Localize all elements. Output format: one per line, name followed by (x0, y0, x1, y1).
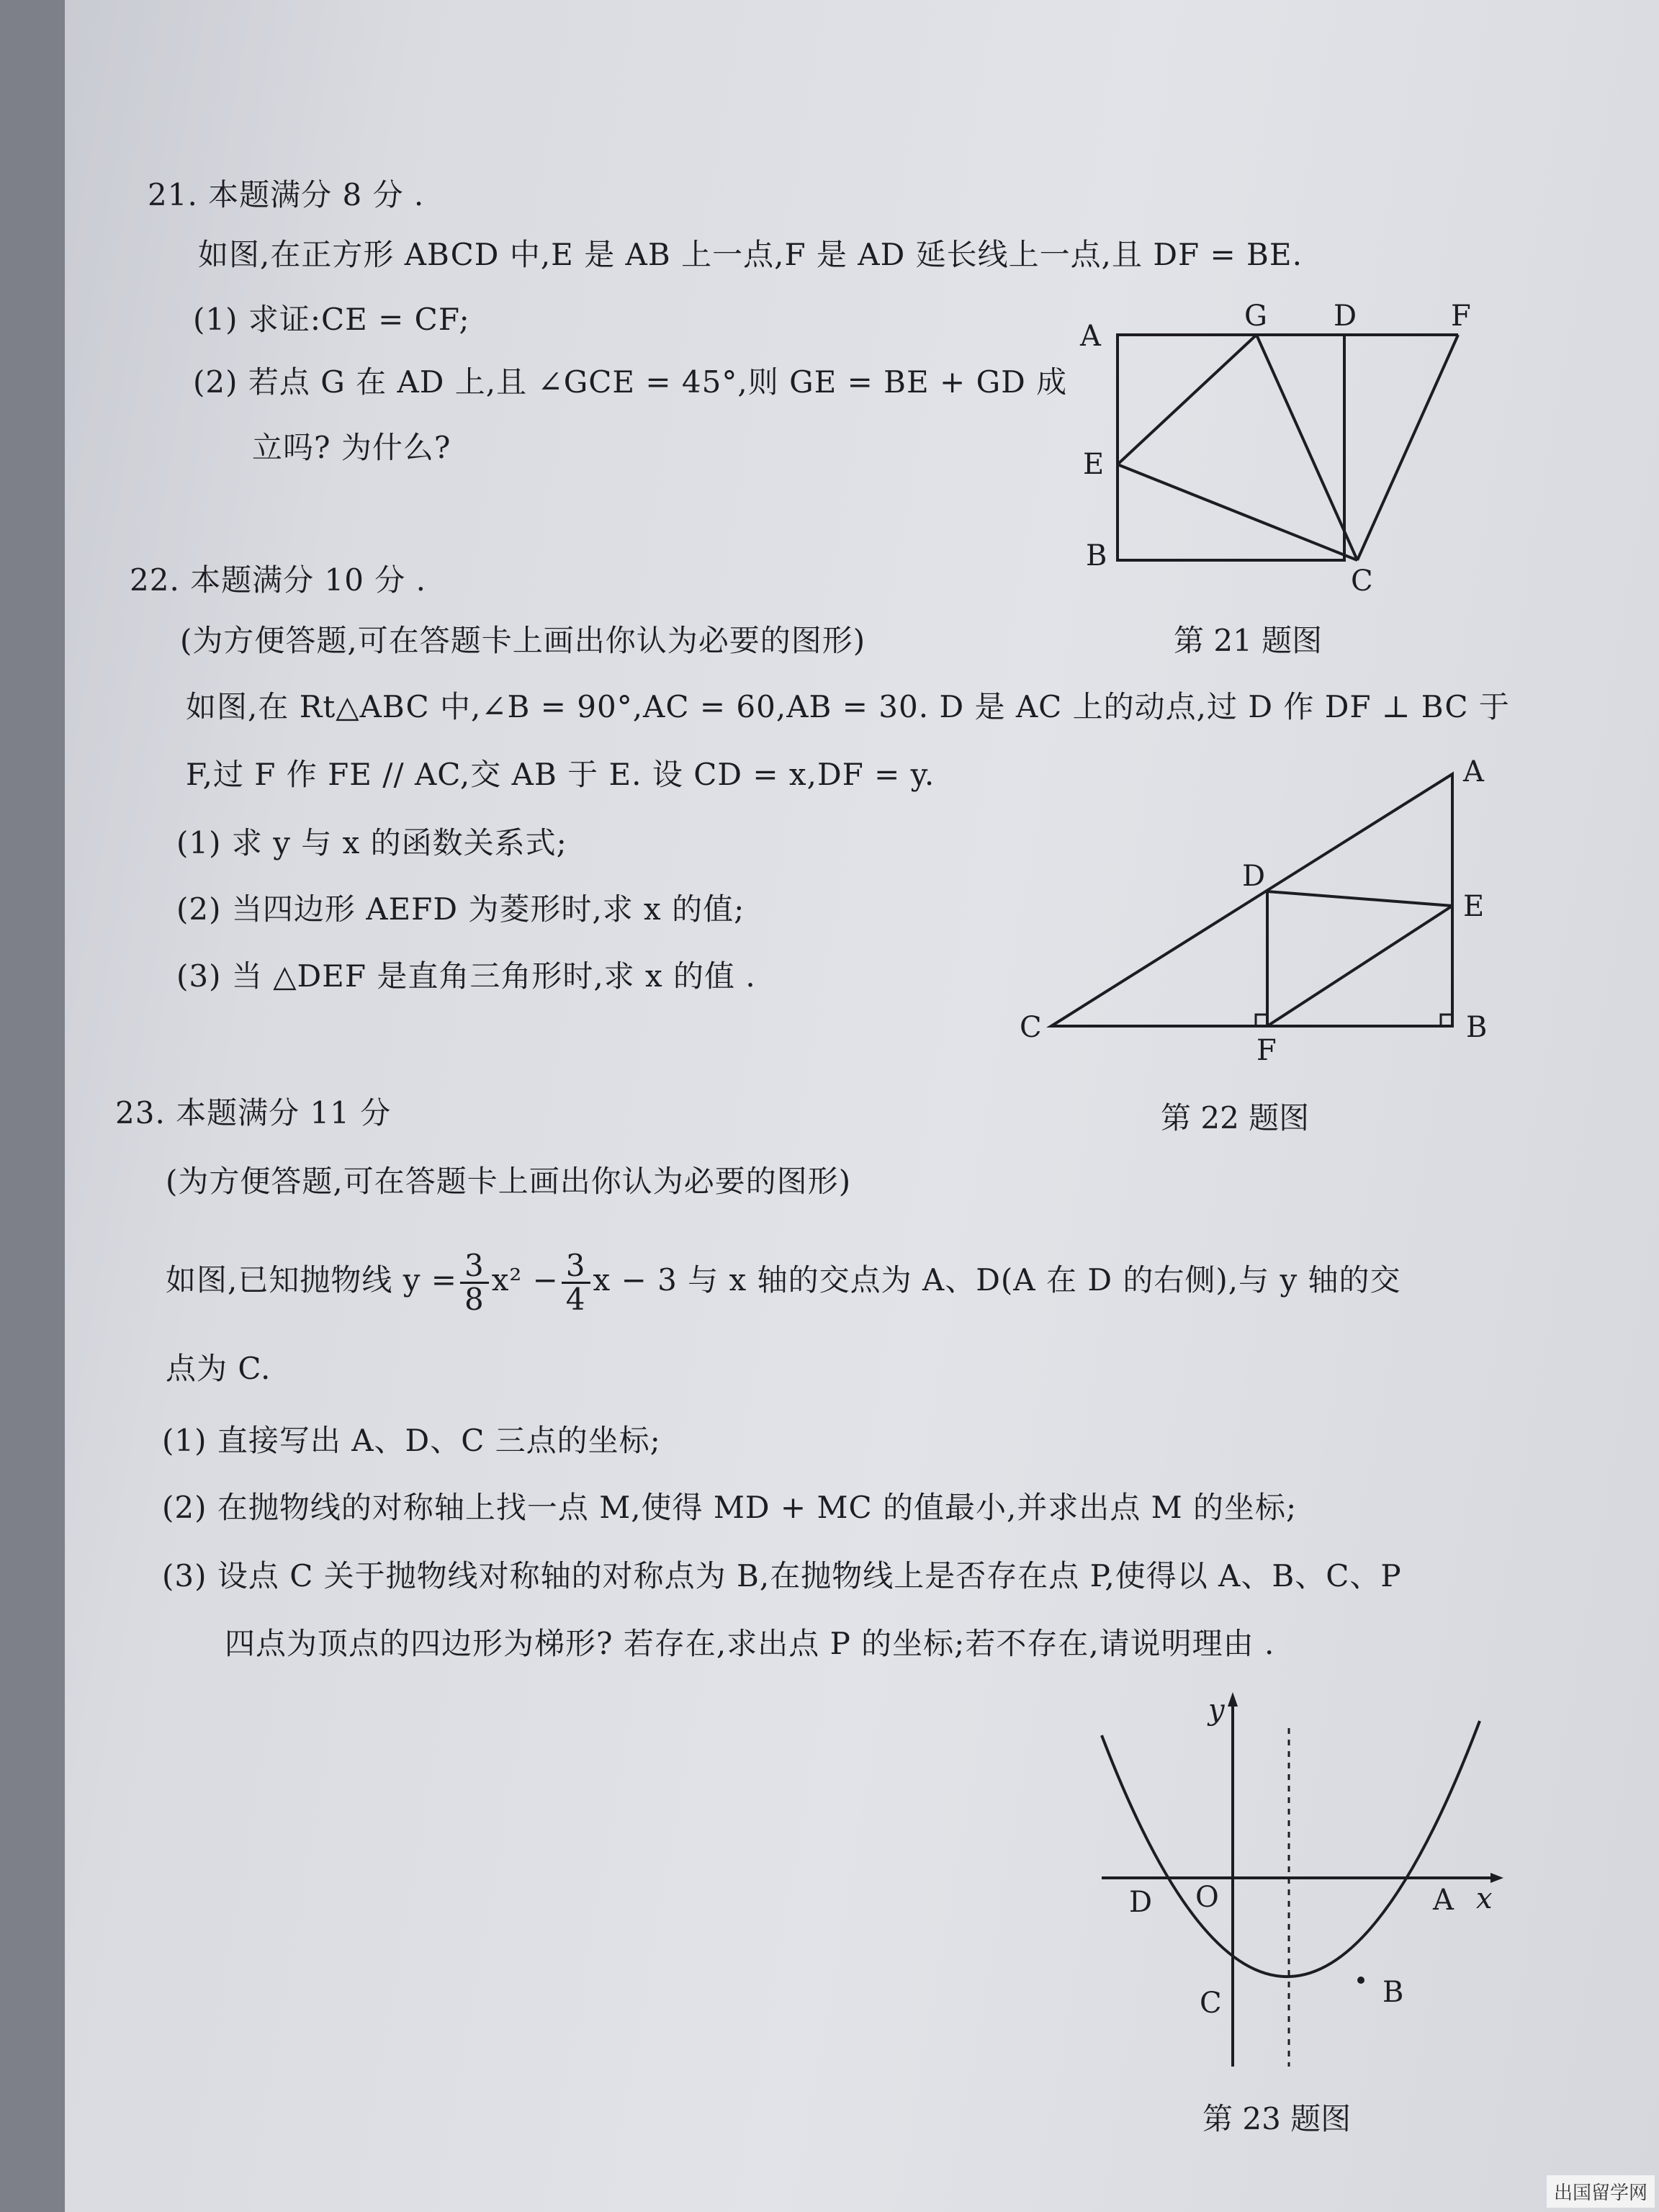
q23-note: (为方便答题,可在答题卡上画出你认为必要的图形) (166, 1164, 852, 1199)
right-angle-f (1256, 1015, 1267, 1026)
label-d: D (1129, 1886, 1153, 1919)
q21-header: 21. 本题满分 8 分 . (148, 177, 425, 212)
label-c: C (1200, 1987, 1222, 2020)
q23-caption: 第 23 题图 (1202, 2101, 1352, 2136)
watermark-logo: 出国留学网 (1547, 2175, 1655, 2208)
q22-figure (1008, 749, 1512, 1080)
q22-note: (为方便答题,可在答题卡上画出你认为必要的图形) (180, 623, 866, 658)
parabola (1102, 1721, 1480, 1977)
frac2-numerator: 3 (562, 1250, 590, 1284)
q22-header: 22. 本题满分 10 分 . (130, 562, 426, 598)
q21-part1: (1) 求证:CE = CF; (193, 302, 470, 337)
q23-stem-line2: 点为 C. (166, 1351, 271, 1386)
line-de (1267, 891, 1452, 906)
square-abcd (1118, 335, 1344, 560)
x-axis-arrow (1491, 1873, 1503, 1883)
label-x: x (1476, 1882, 1493, 1915)
label-a: A (1463, 755, 1484, 788)
label-c: C (1020, 1011, 1042, 1044)
label-f: F (1451, 300, 1471, 333)
q22-stem-line2: F,过 F 作 FE // AC,交 AB 于 E. 设 CD = x,DF = y. (186, 757, 935, 792)
q23-header: 23. 本题满分 11 分 (115, 1095, 392, 1130)
q23-stem-a: 如图,已知抛物线 y = (166, 1262, 457, 1298)
label-g: G (1244, 300, 1267, 333)
q21-stem: 如图,在正方形 ABCD 中,E 是 AB 上一点,F 是 AD 延长线上一点,且 DF = BE. (198, 237, 1303, 272)
q21-part2: (2) 若点 G 在 AD 上,且 ∠GCE = 45°,则 GE = BE + GD 成 (193, 364, 1068, 400)
q23-stem-line1 (166, 1244, 1401, 1316)
label-b: B (1466, 1011, 1488, 1044)
q23-part3-cont: 四点为顶点的四边形为梯形? 若存在,求出点 P 的坐标;若不存在,请说明理由 . (225, 1626, 1275, 1661)
frac2-denominator: 4 (565, 1281, 586, 1317)
right-angle-b (1441, 1015, 1452, 1026)
fraction-3-8 (460, 1247, 489, 1317)
label-d: D (1334, 300, 1357, 333)
label-a: A (1080, 320, 1101, 353)
y-axis-arrow (1228, 1692, 1238, 1707)
q23-part1: (1) 直接写出 A、D、C 三点的坐标; (162, 1423, 661, 1458)
fraction-3-4 (562, 1247, 590, 1317)
line-eg (1118, 335, 1256, 464)
q22-part3: (3) 当 △DEF 是直角三角形时,求 x 的值 . (176, 958, 756, 994)
line-cf (1357, 335, 1458, 560)
q21-figure (1066, 288, 1498, 605)
q23-stem-b: x² − (491, 1262, 559, 1298)
q23-stem-c: x − 3 与 x 轴的交点为 A、D(A 在 D 的右侧),与 y 轴的交 (593, 1262, 1401, 1298)
label-b: B (1086, 539, 1107, 572)
q22-stem-line1: 如图,在 Rt△ABC 中,∠B = 90°,AC = 60,AB = 30. D 是 AC 上的动点,过 D 作 DF ⊥ BC 于 (186, 689, 1510, 724)
q21-caption: 第 21 题图 (1174, 623, 1323, 658)
label-a: A (1433, 1884, 1454, 1917)
frac1-numerator: 3 (460, 1250, 489, 1284)
q23-part3: (3) 设点 C 关于抛物线对称轴的对称点为 B,在抛物线上是否存在点 P,使得以 A、B、C、P (162, 1558, 1402, 1593)
label-b: B (1382, 1976, 1404, 2009)
label-e: E (1083, 448, 1105, 481)
q23-part2: (2) 在抛物线的对称轴上找一点 M,使得 MD + MC 的值最小,并求出点 M 的坐标; (162, 1490, 1298, 1525)
label-y: y (1208, 1694, 1225, 1727)
point-b (1357, 1977, 1364, 1984)
line-fe (1267, 906, 1452, 1026)
frac1-denominator: 8 (464, 1281, 485, 1317)
label-c: C (1351, 565, 1373, 598)
label-f: F (1256, 1034, 1277, 1067)
q21-part2-cont: 立吗? 为什么? (252, 430, 451, 465)
label-o: O (1195, 1881, 1219, 1914)
q22-part2: (2) 当四边形 AEFD 为菱形时,求 x 的值; (176, 891, 745, 927)
q22-caption: 第 22 题图 (1161, 1100, 1310, 1136)
label-d: D (1242, 860, 1266, 893)
q22-part1: (1) 求 y 与 x 的函数关系式; (176, 825, 567, 860)
q23-figure (1080, 1678, 1512, 2095)
label-e: E (1463, 890, 1485, 923)
